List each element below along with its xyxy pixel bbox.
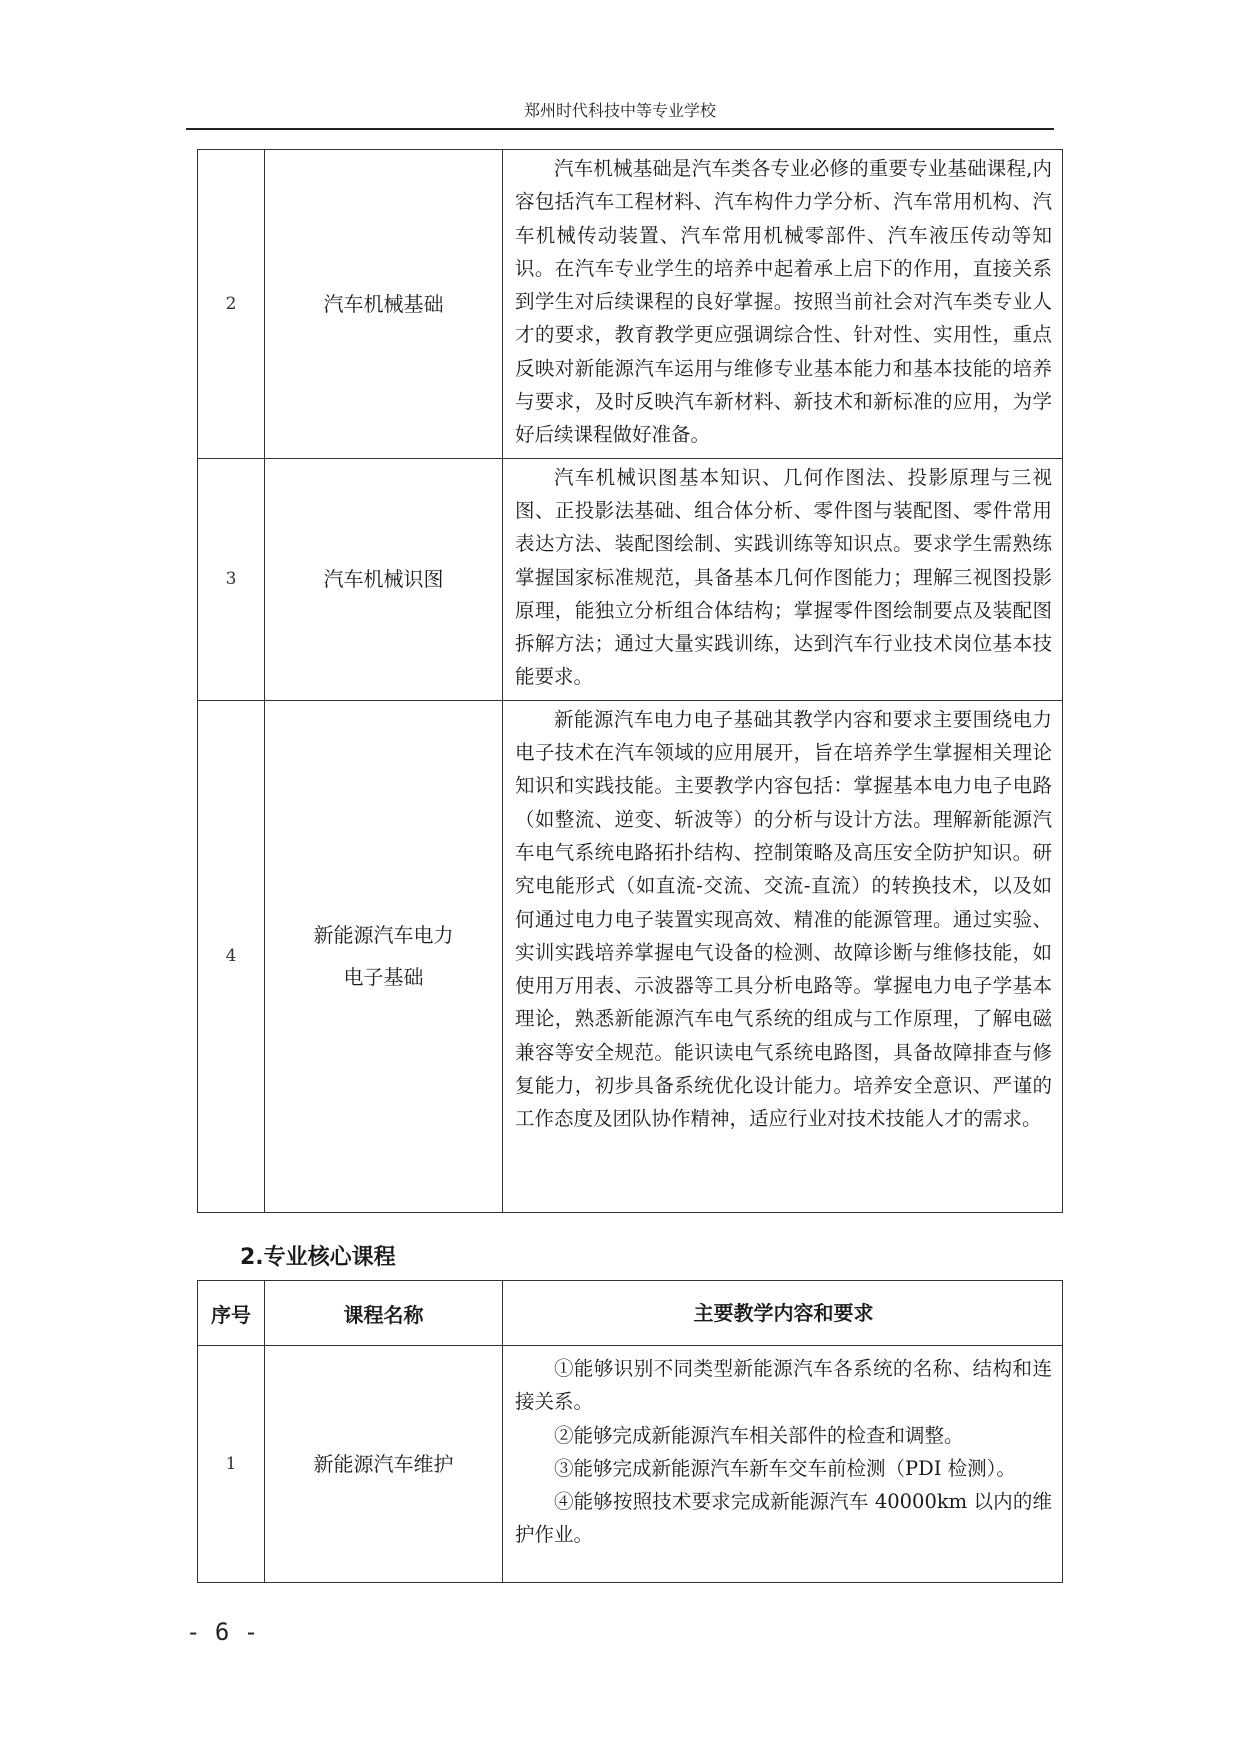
course-number: 4 <box>198 700 265 1212</box>
course-name-line: 电子基础 <box>343 965 424 990</box>
course-name: 汽车机械识图 <box>265 458 503 700</box>
table-row <box>198 458 1063 700</box>
table-header-row <box>198 1281 1063 1346</box>
core-course-table <box>197 1280 1063 1583</box>
course-name: 汽车机械基础 <box>265 150 503 459</box>
description-text: 汽车机械基础是汽车类各专业必修的重要专业基础课程,内容包括汽车工程材料、汽车构件力学分析、汽车常用机构、汽车机械传动装置、汽车常用机械零部件、汽车液压传动等知识。在汽车专业学生的培养中起着承上启下的作用，直接关系到学生对后续课程的良好掌握。按照当前社会对汽车类专业人才的要求，教育教学更应强调综合性、针对性、实用性，重点反映对新能源汽车运用与维修专业基本能力和基本技能的培养与要求，及时反映汽车新材料、新技术和新标准的应用，为学好后续课程做好准备。 <box>515 157 1052 447</box>
course-number: 3 <box>198 458 265 700</box>
table-row <box>198 1346 1063 1583</box>
requirement-item: ②能够完成新能源汽车相关部件的检查和调整。 <box>554 1423 964 1447</box>
table-row <box>198 150 1063 459</box>
course-name-line: 新能源汽车电力 <box>313 923 454 948</box>
page-number: - 6 - <box>186 1618 259 1646</box>
description-text: 汽车机械识图基本知识、几何作图法、投影原理与三视图、正投影法基础、组合体分析、零件图与装配图、零件常用表达方法、装配图绘制、实践训练等知识点。要求学生需熟练掌握国家标准规范，具备基本几何作图能力；理解三视图投影原理，能独立分析组合体结构；掌握零件图绘制要点及装配图拆解方法；通过大量实践训练，达到汽车行业技术岗位基本技能要求。 <box>515 465 1052 689</box>
requirement-item: ③能够完成新能源汽车新车交车前检测（PDI 检测）。 <box>554 1456 1016 1480</box>
course-name: 新能源汽车维护 <box>265 1346 503 1583</box>
course-name <box>265 700 503 1212</box>
course-description <box>503 458 1063 700</box>
course-table-continued <box>197 149 1063 1213</box>
section-title: 2.专业核心课程 <box>240 1245 396 1270</box>
header-desc: 主要教学内容和要求 <box>503 1281 1063 1346</box>
header-name: 课程名称 <box>265 1281 503 1346</box>
table-row <box>198 700 1063 1212</box>
course-description <box>503 150 1063 459</box>
requirement-item: ④能够按照技术要求完成新能源汽车 40000km 以内的维护作业。 <box>515 1490 1052 1547</box>
course-description <box>503 1346 1063 1583</box>
page-header <box>186 98 1054 130</box>
course-description <box>503 700 1063 1212</box>
course-number: 1 <box>198 1346 265 1583</box>
description-text: 新能源汽车电力电子基础其教学内容和要求主要围绕电力电子技术在汽车领域的应用展开，旨在培养学生掌握相关理论知识和实践技能。主要教学内容包括：掌握基本电力电子电路（如整流、逆变、斩波等）的分析与设计方法。理解新能源汽车电气系统电路拓扑结构、控制策略及高压安全防护知识。研究电能形式（如直流-交流、交流-直流）的转换技术，以及如何通过电力电子装置实现高效、精准的能源管理。通过实验、实训实践培养掌握电气设备的检测、故障诊断与维修技能，如使用万用表、示波器等工具分析电路等。掌握电力电子学基本理论，熟悉新能源汽车电气系统的组成与工作原理，了解电磁兼容等安全规范。能识读电气系统电路图，具备故障排查与修复能力，初步具备系统优化设计能力。培养安全意识、严谨的工作态度及团队协作精神，适应行业对技术技能人才的需求。 <box>515 707 1052 1131</box>
header-num: 序号 <box>198 1281 265 1346</box>
requirement-item: ①能够识别不同类型新能源汽车各系统的名称、结构和连接关系。 <box>515 1357 1052 1414</box>
school-name: 郑州时代科技中等专业学校 <box>523 101 716 120</box>
course-number: 2 <box>198 150 265 459</box>
